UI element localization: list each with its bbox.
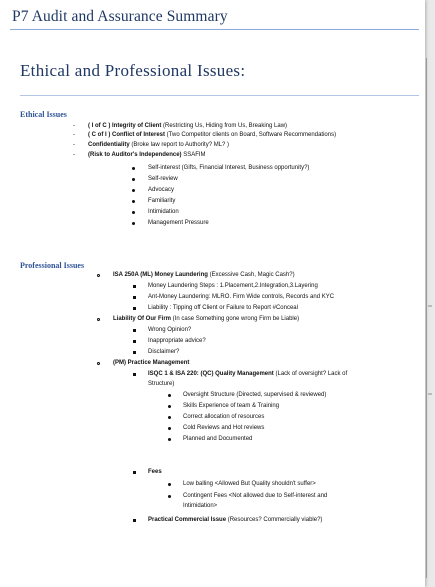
bullet-dot [168, 438, 171, 441]
bullet-dot [168, 405, 171, 408]
list-item: Management Pressure [148, 220, 209, 226]
bullet-dot [168, 416, 171, 419]
list-item: Wrong Opinion? [148, 327, 192, 333]
list-item: Liability : Tipping off Client or Failure to Report #Conceal [148, 305, 298, 311]
square-bullet [133, 296, 136, 299]
bullet-dot [132, 211, 135, 214]
square-bullet [133, 471, 136, 474]
dash-bullet: - [73, 152, 75, 158]
margin-marker [428, 393, 432, 395]
bullet-dot [168, 495, 171, 498]
list-item: Fees [148, 469, 162, 475]
list-item: Liability Of Our Firm (In case Something gone wrong Firm be Liable) [113, 316, 300, 322]
list-item: Advocacy [148, 187, 175, 193]
page-title: P7 Audit and Assurance Summary [12, 8, 228, 25]
list-item: Self-interest (Gifts, Financial Interest, Business opportunity?) [148, 165, 310, 171]
list-item: Planned and Documented [183, 436, 253, 442]
list-item: Intimidation [148, 209, 179, 215]
list-item: Contingent Fees <Not allowed due to Self-interest and [183, 493, 328, 499]
list-item: Disclaimer? [148, 349, 180, 355]
list-item: Oversight Structure (Directed, supervised & reviewed) [183, 392, 327, 398]
dash-bullet: - [73, 132, 75, 138]
bullet-dot [168, 427, 171, 430]
ethical-issues-title: Ethical Issues [20, 110, 67, 119]
square-bullet [133, 329, 136, 332]
list-item-continuation: Structure) [148, 381, 175, 387]
professional-issues-title: Professional Issues [20, 261, 85, 270]
ring-bullet [97, 318, 100, 321]
square-bullet [133, 351, 136, 354]
list-item: ISA 250A (ML) Money Laundering (Excessive Cash, Magic Cash?) [113, 272, 295, 278]
list-item: Self-review [148, 176, 178, 182]
list-item: Correct allocation of resources [183, 414, 265, 420]
square-bullet [133, 373, 136, 376]
list-item: Low balling <Allowed But Quality shouldn't suffer> [183, 481, 316, 487]
list-item: Skills Experience of team & Training [183, 403, 280, 409]
list-item: Familiarity [148, 198, 176, 204]
ring-bullet [97, 362, 100, 365]
heading-rule [20, 95, 419, 96]
square-bullet [133, 519, 136, 522]
list-item: Cold Reviews and Hot reviews [183, 425, 265, 431]
list-item: ( C of I ) Conflict of Interest (Two Competitor clients on Board, Software Recommendations) [88, 132, 337, 138]
header-rule [10, 29, 419, 30]
list-item: ISQC 1 & ISA 220: (QC) Quality Management (Lack of oversight? Lack of [148, 371, 348, 377]
section-heading: Ethical and Professional Issues: [20, 61, 246, 80]
bullet-dot [132, 167, 135, 170]
bullet-dot [132, 222, 135, 225]
square-bullet [133, 307, 136, 310]
list-item: (PM) Practice Management [113, 360, 190, 366]
list-item: Practical Commercial Issue (Resources? Commercially viable?) [148, 517, 323, 523]
page-margin-line [426, 58, 427, 578]
bullet-dot [168, 394, 171, 397]
square-bullet [133, 340, 136, 343]
square-bullet [133, 285, 136, 288]
list-item: Ant-Money Laundering: MLRO. Firm Wide controls, Records and KYC [148, 294, 335, 300]
bullet-dot [132, 178, 135, 181]
list-item: Money Laundering Steps : 1.Placement,2.Integration,3.Layering [148, 283, 318, 289]
list-item-continuation: Intimidation> [183, 503, 218, 509]
list-item: Inappropriate advice? [148, 338, 206, 344]
list-item: ( I of C ) Integrity of Client (Restricting Us, Hiding from Us, Breaking Law) [88, 123, 288, 129]
ring-bullet [97, 274, 100, 277]
dash-bullet: - [73, 123, 75, 129]
margin-marker [428, 305, 432, 307]
bullet-dot [168, 483, 171, 486]
bullet-dot [132, 189, 135, 192]
bullet-dot [132, 200, 135, 203]
dash-bullet: - [73, 142, 75, 148]
list-item: Confidentiality (Broke law report to Authority? ML? ) [88, 142, 230, 148]
list-item: (Risk to Auditor's Independence) SSAFIM [88, 152, 206, 158]
